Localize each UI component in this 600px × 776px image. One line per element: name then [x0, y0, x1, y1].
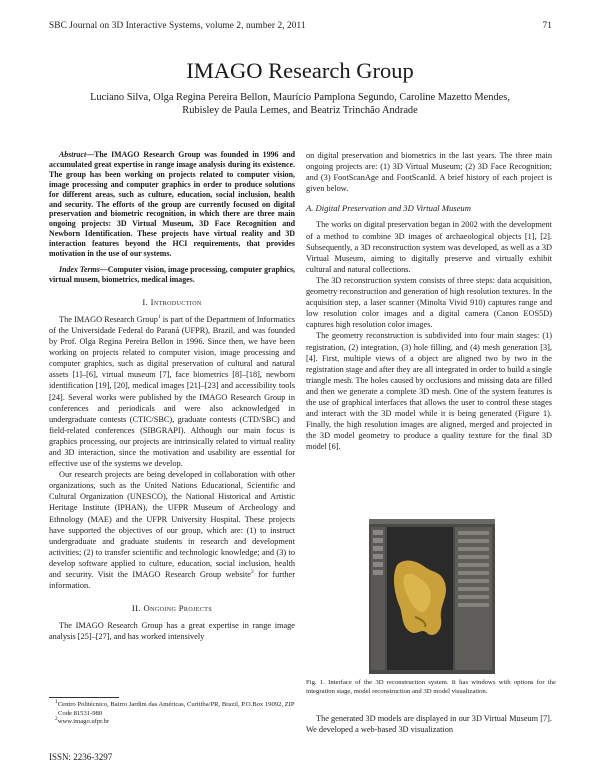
issn: ISSN: 2236-3297	[49, 752, 113, 762]
running-header	[49, 21, 552, 31]
author-list	[60, 92, 540, 118]
left-column	[49, 150, 295, 643]
figure-1-reconstruction-interface	[369, 519, 495, 674]
abstract-lead: Abstract	[59, 150, 87, 159]
section-heading-introduction: I. Introduction	[142, 296, 202, 307]
footnotes	[49, 697, 295, 727]
projects-paragraph-continued: on digital preservation and biometrics in the last years. The three main ongoing projects are: (1) 3D Virtual Museum; (2) 3D Face Recognition; and (3) FootScanAge and FootScanId. A brief history of each project is given below.	[306, 151, 552, 194]
footnote-2: $^2$www.imago.ufpr.br	[55, 716, 110, 726]
section-heading-ongoing-projects: II. Ongoing Projects	[131, 603, 213, 614]
section-a-paragraph-2: The 3D reconstruction system consists of three steps: data acquisition, geometry reconstruction and generation of high resolution textures. In the acquisition step, a laser scanner (Minolta Vivid 910) captures range and low resolution color images and a digital camera (Canon EOS5D) captures high resolution color images.	[306, 275, 552, 330]
page-number: 71	[542, 21, 552, 31]
paper-title: IMAGO Research Group	[186, 58, 414, 83]
abstract	[49, 150, 295, 259]
section-a-paragraph-1: The works on digital preservation began in 2002 with the development of a method to combine 3D images of archaeological objects [1], [2]. Subsequently, a 3D reconstruction system was developed, as well as a 3D Virtual Museum, aiming to digitally preserve and virtually exhibit cultural and natural collections.	[306, 220, 552, 274]
footnote-ref-2: 2	[250, 569, 254, 576]
right-column	[306, 150, 552, 452]
footnote-rule	[49, 697, 119, 698]
authors-line-2: Rubisley de Paula Lemes, and Beatriz Trinchão Andrade	[182, 104, 418, 116]
footnote-ref-1: 1	[157, 314, 161, 321]
figure-toolbar	[371, 527, 385, 670]
intro-paragraph-2: Our research projects are being developed in collaboration with other organizations, such as the United Nations Educational, Scientific and Cultural Organization (UNESCO), the National Historical and Artistic Heritage Institute (IPHAN), the UFPR Museum of Archeology and Ethnology (MAE) and the UFPR University Hospital. These projects have supported the objectives of our group, which are: (1) to instruct undergraduate and graduate students in research and development activities; (2) to transfer scientific and technologic knowledge; and (3) to develop software applied to culture, education, social inclusion, health and security. Visit the IMAGO Research Group website$^2$ for further information.	[49, 470, 295, 591]
index-terms-lead: Index Terms	[59, 264, 100, 274]
index-terms	[49, 265, 295, 285]
journal-name: SBC Journal on 3D Interactive Systems, volume 2, number 2, 2011	[49, 21, 306, 31]
abstract-text: —The IMAGO Research Group was founded in 1996 and accumulated great expertise in range image analysis during its existence. The group has been working on projects related to computer vision, image processing and computer graphics in order to produce solutions for different areas, such as culture, education, social inclusion, health and security. The efforts of the group are currently focused on digital preservation and biometric recognition, in which there are three main ongoing projects: 3D Virtual Museum, 3D Face Recognition and Newborn Identification. These projects have virtual reality and 3D interaction features beyond the HCI requirements, that provides motivation in the use of our systems.	[49, 150, 295, 259]
authors-line-1: Luciano Silva, Olga Regina Pereira Bellon, Maurício Pamplona Segundo, Caroline Mazetto Mendes,	[90, 92, 510, 103]
subsection-heading-a: A. Digital Preservation and 3D Virtual Museum	[306, 203, 471, 214]
archaeological-object-model	[387, 527, 453, 670]
section-a-paragraph-3: The geometry reconstruction is subdivided into four main stages: (1) registration, (2) integration, (3) hole filling, and (4) mesh generation [3], [4]. First, multiple views of a object are aligned two by two in the registration stage and after they are all integrated in order to build a single triangle mesh. The holes caused by occlusions and missing data are filled and then we generate a complete 3D mesh. One of the system features is the use of graphical interfaces that allows the user to control these stages and interact with the 3D model while it is being generated (Figure 1). Finally, the high resolution images are aligned, merged and projected in the 3D model geometry to produce a quality texture for the final 3D model [6].	[306, 331, 552, 452]
projects-paragraph-1: The IMAGO Research Group has a great expertise in range image analysis [25]–[27], and has worked intensively	[49, 621, 295, 642]
figure-menubar	[369, 519, 495, 524]
intro-paragraph-1: The IMAGO Research Group$^1$ is part of the Department of Informatics of the Universidade Federal do Paraná (UFPR), Brazil, and was founded by Prof. Olga Regina Pereira Bellon in 1996. Since then, we have been working on projects related to computer vision, image processing and computer graphics, such as digital preservation of cultural and natural assets [1]–[6], virtual museum [7], face biometrics [8]–[18], newborn identification [19], [20], medical images [21]–[23] and accessibility tools [24]. Several works were published by the IMAGO Research Group in conferences and periodicals and were also acknowledged in undergraduate contests (CTIC/SBC), graduate contests (CTD/SBC) and field-related conferences (SIBGRAPI). Although our main focus is graphics processing, our projects are intrinsically related to virtual reality and 3D interaction, since the motivation and usability are essential for effective use of the systems we develop.	[49, 314, 295, 469]
figure-3d-viewport	[387, 527, 453, 670]
footnote-1: $^1$Centro Politécnico, Bairro Jardim das Américas, Curitiba/PR, Brazil, P.O.Box 19092, ZIP Code 81531-980	[55, 698, 295, 717]
figure-1-caption: Fig. 1. Interface of the 3D reconstruction system. It has windows with options for the integration stage, model reconstruction and 3D model visualization.	[306, 679, 556, 695]
index-terms-text: —Computer vision, image processing, computer graphics, virtual musem, biometrics, medical images.	[49, 264, 295, 284]
figure-options-panel	[455, 527, 492, 670]
section-a-paragraph-4: The generated 3D models are displayed in our 3D Virtual Museum [7]. We developed a web-based 3D visualization	[306, 714, 552, 735]
